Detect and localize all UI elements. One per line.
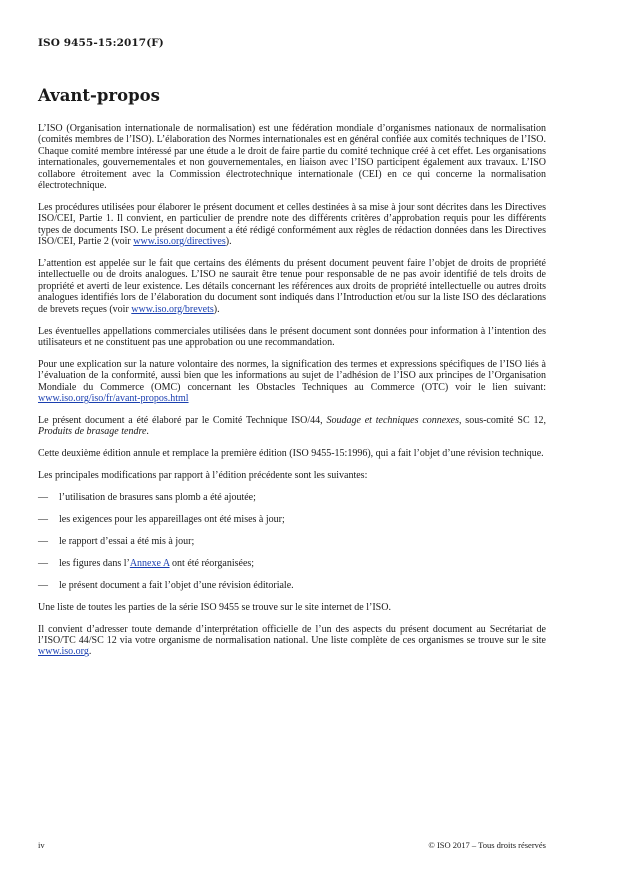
paragraph-interpretation (38, 624, 546, 658)
paragraph-changes-intro: Les principales modifications par rapport à l’édition précédente sont les suivantes: (38, 470, 368, 482)
link-directives[interactable]: www.iso.org/directives (133, 236, 226, 248)
paragraph-text: , sous-comité SC 12, (458, 415, 546, 427)
subcommittee-title: Produits de brasage tendre (38, 426, 147, 438)
changes-list (38, 492, 546, 591)
dash-bullet: — (38, 535, 48, 547)
paragraph-series-list: Une liste de toutes les parties de la série ISO 9455 se trouve sur le site internet de l’ISO. (38, 601, 391, 613)
list-item-text: ont été réorganisées; (169, 557, 255, 569)
paragraph-text: Les procédures utilisées pour élaborer le présent document et celles destinées à sa mise à jour sont décrites dans les Directives ISO/CEI, Partie 1. Il convient, en particulier de prendre note des différents critères d’approbation requis pour les différents types de documents ISO. Le présent document a été rédigé conformément aux règles de rédaction données dans les Directives ISO/CEI, Partie 2 (voir (38, 201, 546, 248)
paragraph-end: ). (213, 303, 220, 315)
dash-bullet: — (38, 579, 48, 591)
list-item-text: le présent document a fait l’objet d’une révision éditoriale. (59, 579, 294, 591)
paragraph-end: ). (225, 236, 232, 248)
list-item-text: les exigences pour les appareillages ont été mises à jour; (59, 514, 285, 526)
paragraph-text: Pour une explication sur la nature volontaire des normes, la signification des termes et expressions spécifiques de l’ISO liés à l’évaluation de la conformité, aussi bien que les informations au sujet de l’adhésion de l’ISO aux principes de l’Organisation Mondiale du Commerce (OMC) concernant les Obstacles Techniques au Commerce (OTC) voir le lien suivant: (38, 358, 546, 393)
paragraph-iso-intro: L’ISO (Organisation internationale de normalisation) est une fédération mondiale d’organismes nationaux de normalisation (comités membres de l’ISO). L’élaboration des Normes internationales est en général confiée aux comités techniques de l’ISO. Chaque comité membre intéressé par une étude a le droit de faire partie du comité technique créé à cet effet. Les organisations internationales, gouvernementales et non gouvernementales, en liaison avec l’ISO participent également aux travaux. L’ISO collabore étroitement avec la Commission électrotechnique internationale (CEI) en ce qui concerne la normalisation électrotechnique. (38, 123, 546, 192)
document-id: ISO 9455-15:2017(F) (38, 37, 164, 49)
link-brevets[interactable]: www.iso.org/brevets (131, 303, 214, 315)
dash-bullet: — (38, 557, 48, 569)
copyright-notice: © ISO 2017 – Tous droits réservés (428, 840, 546, 850)
list-item (38, 514, 546, 525)
paragraph-procedures (38, 202, 546, 248)
committee-title: Soudage et techniques connexes (326, 415, 459, 427)
paragraph-text: Il convient d’adresser toute demande d’interprétation officielle de l’un des aspects du présent document au Secrétariat de l’ISO/TC 44/SC 12 via votre organisme de normalisation national. Une liste complète de ces organismes se trouve sur le site (38, 623, 546, 646)
dash-bullet: — (38, 514, 48, 526)
page-number: iv (38, 840, 45, 850)
dash-bullet: — (38, 492, 48, 504)
link-annexe-a[interactable]: Annexe A (129, 557, 170, 569)
list-item (38, 558, 546, 569)
paragraph-text: L’attention est appelée sur le fait que certains des éléments du présent document peuvent faire l’objet de droits de propriété intellectuelle ou de droits analogues. L’ISO ne saurait être tenue pour responsable de ne pas avoir identifié de tels droits de propriété et averti de leur existence. Les détails concernant les références aux droits de propriété intellectuelle ou autres droits analogues identifiés lors de l’élaboration du document sont indiqués dans l’Introduction et/ou sur la liste ISO des déclarations de brevets reçues (voir (38, 258, 546, 315)
list-item-text: le rapport d’essai a été mis à jour; (59, 535, 195, 547)
paragraph-trade-names: Les éventuelles appellations commerciales utilisées dans le présent document sont données pour information à l’intention des utilisateurs et ne constituent pas une approbation ou une recommandation. (38, 325, 546, 348)
page-title: Avant-propos (38, 86, 160, 105)
list-item (38, 492, 546, 503)
paragraph-text: Le présent document a été élaboré par le Comité Technique ISO/44, (38, 415, 327, 427)
list-item (38, 580, 546, 591)
paragraph-end: . (146, 426, 149, 438)
paragraph-edition: Cette deuxième édition annule et remplace la première édition (ISO 9455-15:1996), qui a fait l’objet d’une révision technique. (38, 448, 544, 460)
list-item-text: les figures dans l’ (59, 557, 130, 569)
list-item-text: l’utilisation de brasures sans plomb a été ajoutée; (59, 492, 256, 504)
link-avant-propos[interactable]: www.iso.org/iso/fr/avant-propos.html (38, 393, 189, 405)
paragraph-committee (38, 415, 546, 438)
foreword-body (38, 123, 546, 668)
paragraph-end: . (88, 646, 92, 658)
paragraph-voluntary-nature (38, 359, 546, 405)
link-iso-org[interactable]: www.iso.org (38, 646, 89, 658)
list-item (38, 536, 546, 547)
paragraph-patents (38, 258, 546, 315)
